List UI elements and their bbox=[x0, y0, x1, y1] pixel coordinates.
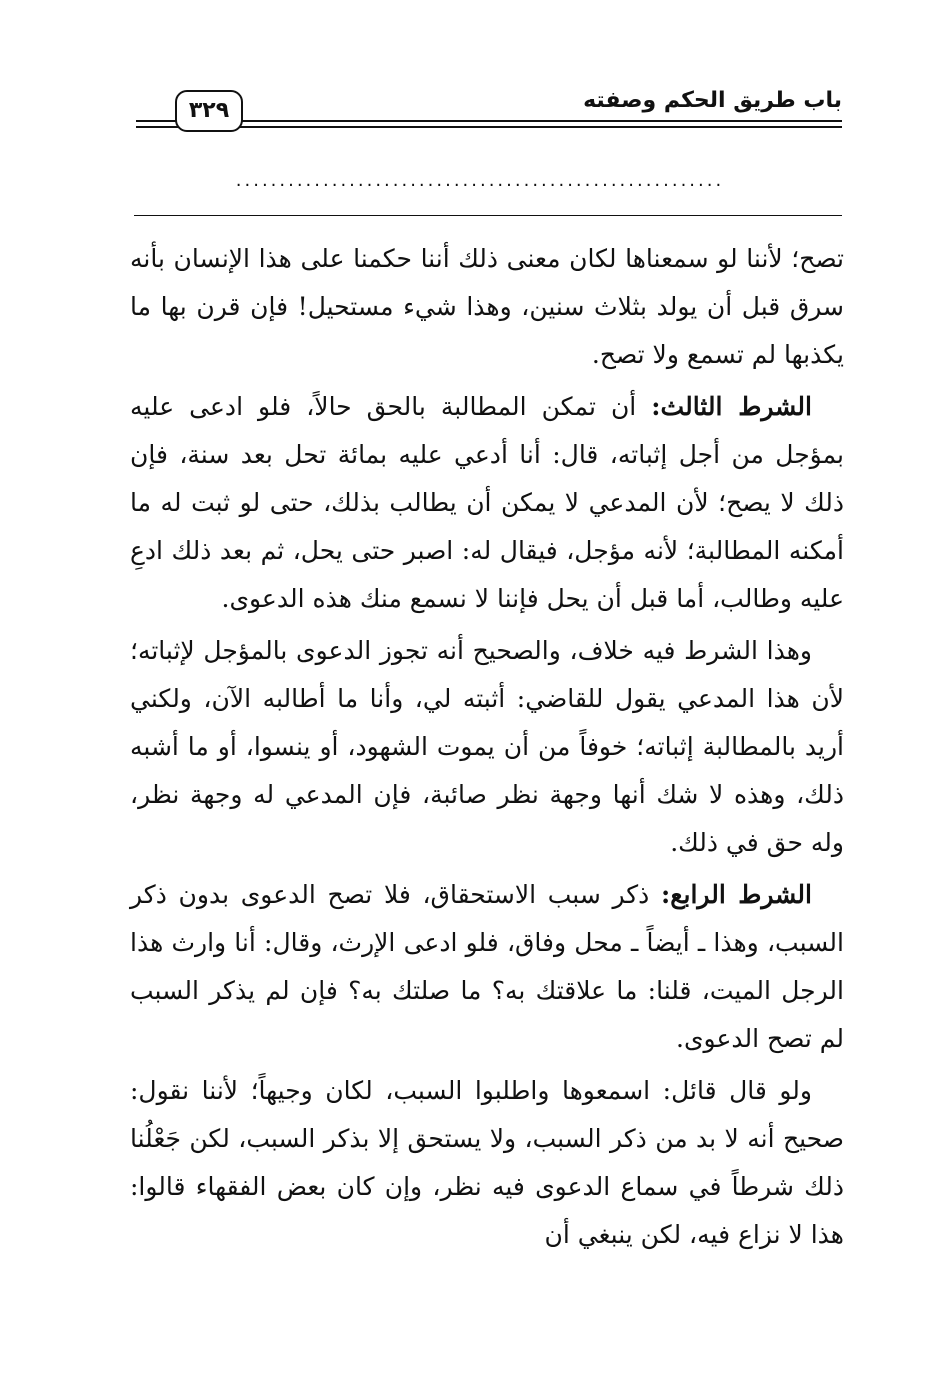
paragraph-5: ولو قال قائل: اسمعوها واطلبوا السبب، لكان وجيهاً؛ لأننا نقول: صحيح أنه لا بد من ذكر السبب، ولا يستحق إلا بذكر السبب، لكن جَعْلُنا ذلك شرطاً في سماع الدعوى فيه نظر، وإن كان بعض الفقهاء قالوا: هذا لا نزاع فيه، لكن ينبغي أن bbox=[130, 1076, 844, 1249]
header-rule-bottom bbox=[136, 126, 842, 128]
condition-four-label: الشرط الرابع: bbox=[660, 880, 813, 909]
page-number: ٣٢٩ bbox=[175, 90, 243, 132]
paragraph-1: تصح؛ لأننا لو سمعناها لكان معنى ذلك أننا حكمنا على هذا الإنسان بأنه سرق قبل أن يولد بثلاث سنين، وهذا شيء مستحيل! فإن قرن بها ما يكذبها لم تسمع ولا تصح. bbox=[130, 244, 844, 369]
footnote-rule bbox=[134, 215, 842, 216]
condition-four-text: ذكر سبب الاستحقاق، فلا تصح الدعوى بدون ذكر السبب، وهذا ـ أيضاً ـ محل وفاق، فلو ادعى الإرث، وقال: أنا وارث هذا الرجل الميت، قلنا: ما علاقتك به؟ ما صلتك به؟ فإن لم يذكر السبب لم تصح الدعوى. bbox=[130, 880, 844, 1053]
condition-three-text: أن تمكن المطالبة بالحق حالاً، فلو ادعى عليه بمؤجل من أجل إثباته، قال: أنا أدعي عليه بمائة تحل بعد سنة، فإن ذلك لا يصح؛ لأن المدعي لا يمكن أن يطالب بذلك، حتى لو ثبت له ما أمكنه المطالبة؛ لأنه مؤجل، فيقال له: اصبر حتى يحل، ثم بعد ذلك ادعِ عليه وطالب، أما قبل أن يحل فإننا لا نسمع منك هذه الدعوى. bbox=[130, 392, 844, 613]
paragraph-4 bbox=[130, 871, 844, 1063]
page-body bbox=[130, 235, 844, 1263]
chapter-title: باب طريق الحكم وصفته bbox=[583, 88, 842, 113]
condition-three-label: الشرط الثالث: bbox=[651, 392, 812, 421]
page-header bbox=[0, 70, 952, 140]
dotted-separator: ........................................................ bbox=[235, 170, 725, 191]
paragraph-3: وهذا الشرط فيه خلاف، والصحيح أنه تجوز الدعوى بالمؤجل لإثباته؛ لأن هذا المدعي يقول للقاضي: أثبته لي، وأنا ما أطالبه الآن، ولكني أريد بالمطالبة إثباته؛ خوفاً من أن يموت الشهود، أو ينسوا، أو ما أشبه ذلك، وهذه لا شك أنها وجهة نظر صائبة، فإن المدعي له وجهة نظر، وله حق في ذلك. bbox=[130, 636, 844, 857]
paragraph-2 bbox=[130, 383, 844, 623]
